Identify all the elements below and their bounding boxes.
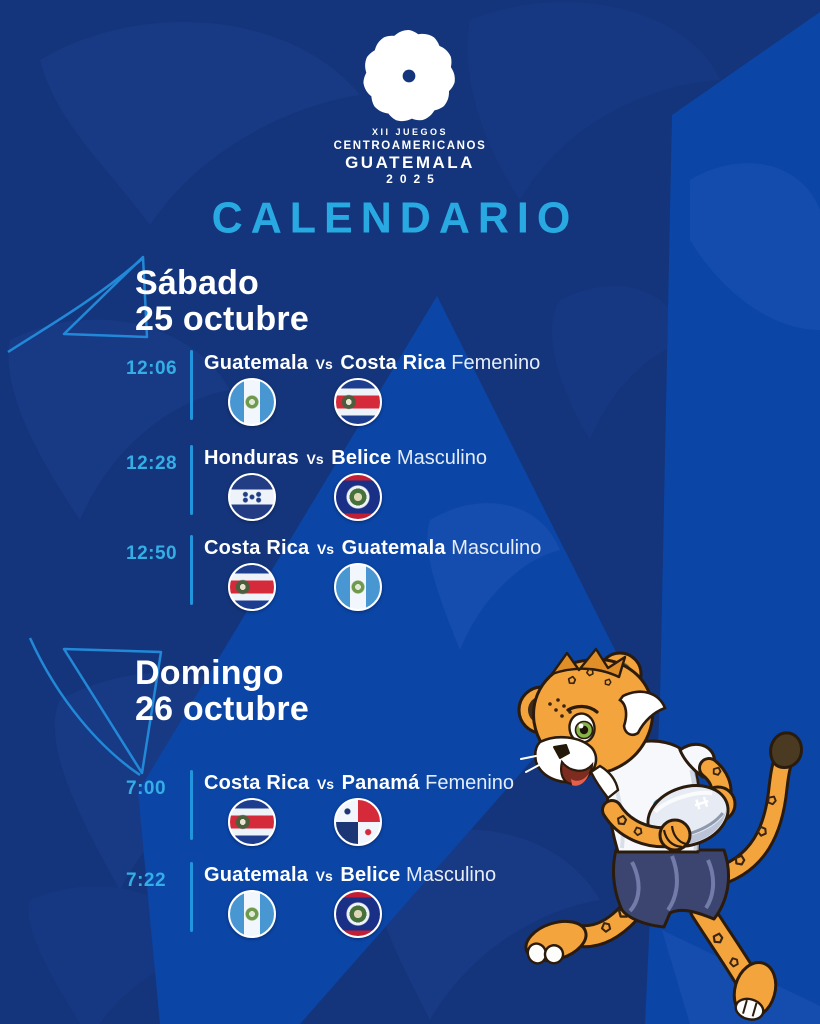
- logo-line-year: 2025: [386, 172, 441, 187]
- team2-name: Belice: [331, 447, 392, 469]
- match-row: [120, 447, 700, 525]
- team1-name: Costa Rica: [204, 537, 310, 559]
- match-row: [120, 537, 700, 615]
- costa-rica-flag-icon: [228, 798, 276, 846]
- match-title: [204, 864, 496, 887]
- team2-name: Panamá: [341, 772, 420, 794]
- match-time: 12:06: [126, 358, 178, 379]
- match-category: Masculino: [396, 447, 487, 469]
- match-category: Femenino: [425, 772, 515, 794]
- mascot-right-leg: [702, 910, 782, 1024]
- match-category: Masculino: [451, 537, 542, 559]
- match-title: [204, 447, 487, 470]
- match-time: 7:00: [126, 778, 167, 799]
- page-title: CALENDARIO: [211, 193, 579, 243]
- honduras-flag-icon: [228, 473, 276, 521]
- team2-name: Guatemala: [341, 537, 446, 559]
- match-category: Femenino: [451, 352, 541, 374]
- event-logo-text: [0, 128, 820, 186]
- day-name: Domingo: [135, 654, 284, 692]
- team2-name: Costa Rica: [340, 352, 446, 374]
- costa-rica-flag-icon: [228, 563, 276, 611]
- logo-line-games: XII JUEGOS: [371, 127, 449, 137]
- team1-name: Honduras: [204, 447, 299, 469]
- day-heading-saturday: [135, 265, 309, 337]
- vs-label: Vs: [316, 541, 335, 557]
- day-heading-sunday: [135, 655, 309, 727]
- day-date: 26 octubre: [135, 690, 309, 728]
- day-date: 25 octubre: [135, 300, 309, 338]
- match-time: 12:28: [126, 453, 178, 474]
- costa-rica-flag-icon: [334, 378, 382, 426]
- vs-label: Vs: [315, 868, 333, 884]
- match-category: Masculino: [406, 864, 497, 886]
- belize-flag-icon: [334, 473, 382, 521]
- team1-name: Guatemala: [204, 352, 309, 374]
- jaguar-rugby-mascot: [512, 638, 820, 1024]
- match-title: [204, 352, 540, 375]
- match-title: [204, 772, 514, 795]
- mascot-shorts: [614, 850, 729, 927]
- team2-name: Belice: [340, 864, 401, 886]
- match-time: 12:50: [126, 543, 178, 564]
- logo-line-region: CENTROAMERICANOS: [333, 139, 487, 152]
- panama-flag-icon: [334, 798, 382, 846]
- vs-label: Vs: [315, 356, 333, 372]
- vs-label: Vs: [306, 451, 324, 467]
- match-time: 7:22: [126, 870, 167, 891]
- team1-name: Guatemala: [204, 864, 309, 886]
- guatemala-flag-icon: [228, 890, 276, 938]
- swirl-pinwheel-icon: [360, 27, 458, 125]
- logo-line-country: GUATEMALA: [345, 153, 475, 173]
- guatemala-flag-icon: [228, 378, 276, 426]
- guatemala-flag-icon: [334, 563, 382, 611]
- day-name: Sábado: [135, 264, 260, 302]
- vs-label: Vs: [316, 776, 335, 792]
- match-row: [120, 352, 700, 430]
- team1-name: Costa Rica: [204, 772, 310, 794]
- belize-flag-icon: [334, 890, 382, 938]
- match-title: [204, 537, 541, 560]
